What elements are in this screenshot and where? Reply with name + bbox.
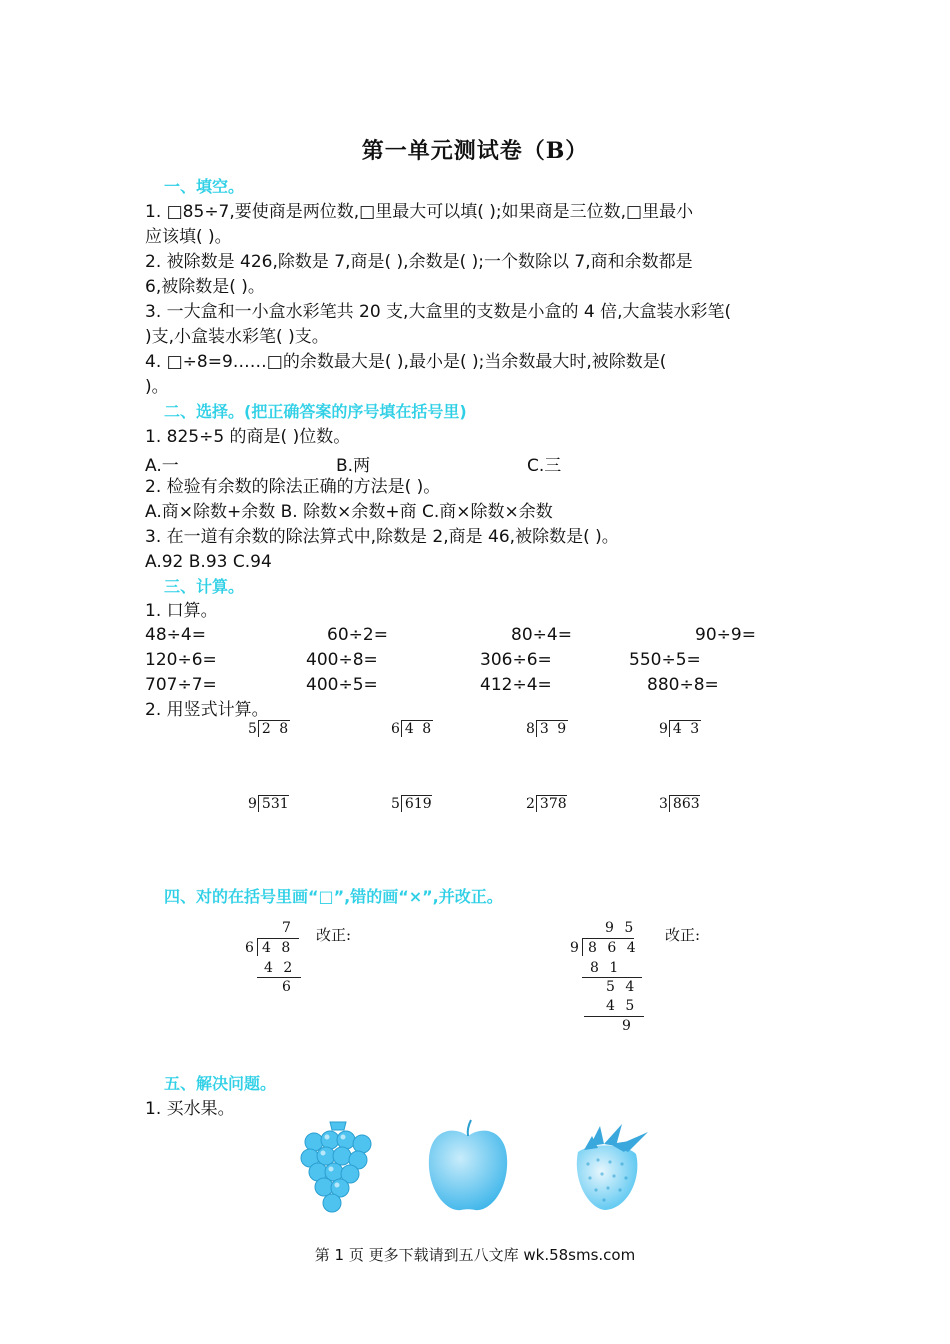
q3-line-b: )支,小盒装水彩笔( )支。	[145, 327, 329, 347]
dividend: 4 8	[262, 940, 294, 956]
choice-q1-option-c: C.三	[527, 456, 562, 476]
strawberry-icon	[570, 1122, 652, 1212]
division-bracket	[582, 938, 583, 956]
long-division: 5 619	[391, 796, 432, 812]
choice-q3: 3. 在一道有余数的除法算式中,除数是 2,商是 46,被除数是( )。	[145, 527, 619, 547]
q1-line-a: 1. □85÷7,要使商是两位数,□里最大可以填( );如果商是三位数,□里最小	[145, 202, 694, 222]
oral-item: 48÷4=	[145, 625, 206, 645]
long-division: 9 531	[248, 796, 289, 812]
subtraction-line	[582, 977, 642, 978]
q3-line-a: 3. 一大盒和一小盒水彩笔共 20 支,大盒里的支数是小盒的 4 倍,大盒装水彩笔(	[145, 302, 732, 322]
q1-line-b: 应该填( )。	[145, 227, 232, 247]
choice-q1: 1. 825÷5 的商是( )位数。	[145, 427, 351, 447]
oral-item: 120÷6=	[145, 650, 217, 670]
oral-item: 880÷8=	[647, 675, 719, 695]
division-bar	[582, 938, 634, 939]
long-division: 5 2 8	[248, 721, 291, 737]
divisor: 6	[245, 940, 254, 956]
choice-q1-option-b: B.两	[336, 456, 371, 476]
vertical-calc-label: 2. 用竖式计算。	[145, 700, 269, 720]
oral-item: 80÷4=	[511, 625, 572, 645]
oral-item: 60÷2=	[327, 625, 388, 645]
oral-item: 707÷7=	[145, 675, 217, 695]
section-1-heading: 一、填空。	[164, 177, 245, 196]
choice-q2: 2. 检验有余数的除法正确的方法是( )。	[145, 477, 441, 497]
oral-calc-label: 1. 口算。	[145, 601, 218, 621]
long-division: 3 863	[659, 796, 700, 812]
product: 4 5	[606, 998, 638, 1014]
section-4-heading: 四、对的在括号里画“□”,错的画“×”,并改正。	[164, 887, 503, 906]
choice-q2-options: A.商×除数+余数 B. 除数×余数+商 C.商×除数×余数	[145, 502, 553, 522]
dividend: 8 6 4	[588, 940, 639, 956]
product: 4 2	[264, 960, 296, 976]
long-division: 9 4 3	[659, 721, 702, 737]
difference: 5 4	[606, 979, 638, 995]
division-bar	[257, 938, 299, 939]
oral-item: 306÷6=	[480, 650, 552, 670]
page-title: 第一单元测试卷（B）	[361, 138, 589, 164]
quotient: 7	[282, 920, 291, 936]
section-2-heading: 二、选择。(把正确答案的序号填在括号里)	[164, 402, 467, 421]
q4-line-a: 4. □÷8=9……□的余数最大是( ),最小是( );当余数最大时,被除数是(	[145, 352, 667, 372]
choice-q3-options: A.92 B.93 C.94	[145, 552, 272, 572]
divisor: 9	[570, 940, 579, 956]
oral-item: 400÷5=	[306, 675, 378, 695]
word-problem-1: 1. 买水果。	[145, 1099, 235, 1119]
q2-line-b: 6,被除数是( )。	[145, 277, 265, 297]
page-footer: 第 1 页 更多下载请到五八文库 wk.58sms.com	[314, 1246, 636, 1264]
subtraction-line	[584, 1016, 644, 1017]
division-bracket	[257, 938, 258, 956]
correction-label-2: 改正:	[665, 926, 701, 944]
oral-item: 550÷5=	[629, 650, 701, 670]
product: 8 1	[590, 960, 622, 976]
choice-q1-option-a: A.一	[145, 456, 179, 476]
q4-line-b: )。	[145, 377, 169, 397]
section-3-heading: 三、计算。	[164, 577, 245, 596]
section-5-heading: 五、解决问题。	[164, 1074, 277, 1093]
correction-label-1: 改正:	[316, 926, 352, 944]
oral-item: 90÷9=	[695, 625, 756, 645]
subtraction-line	[257, 977, 301, 978]
apple-icon	[425, 1118, 511, 1214]
quotient: 9 5	[605, 920, 637, 936]
remainder: 9	[622, 1018, 631, 1034]
grapes-icon	[300, 1120, 376, 1214]
long-division: 6 4 8	[391, 721, 434, 737]
remainder: 6	[282, 979, 291, 995]
oral-item: 412÷4=	[480, 675, 552, 695]
oral-item: 400÷8=	[306, 650, 378, 670]
q2-line-a: 2. 被除数是 426,除数是 7,商是( ),余数是( );一个数除以 7,商和余数都是	[145, 252, 693, 272]
long-division: 2 378	[526, 796, 567, 812]
long-division: 8 3 9	[526, 721, 569, 737]
